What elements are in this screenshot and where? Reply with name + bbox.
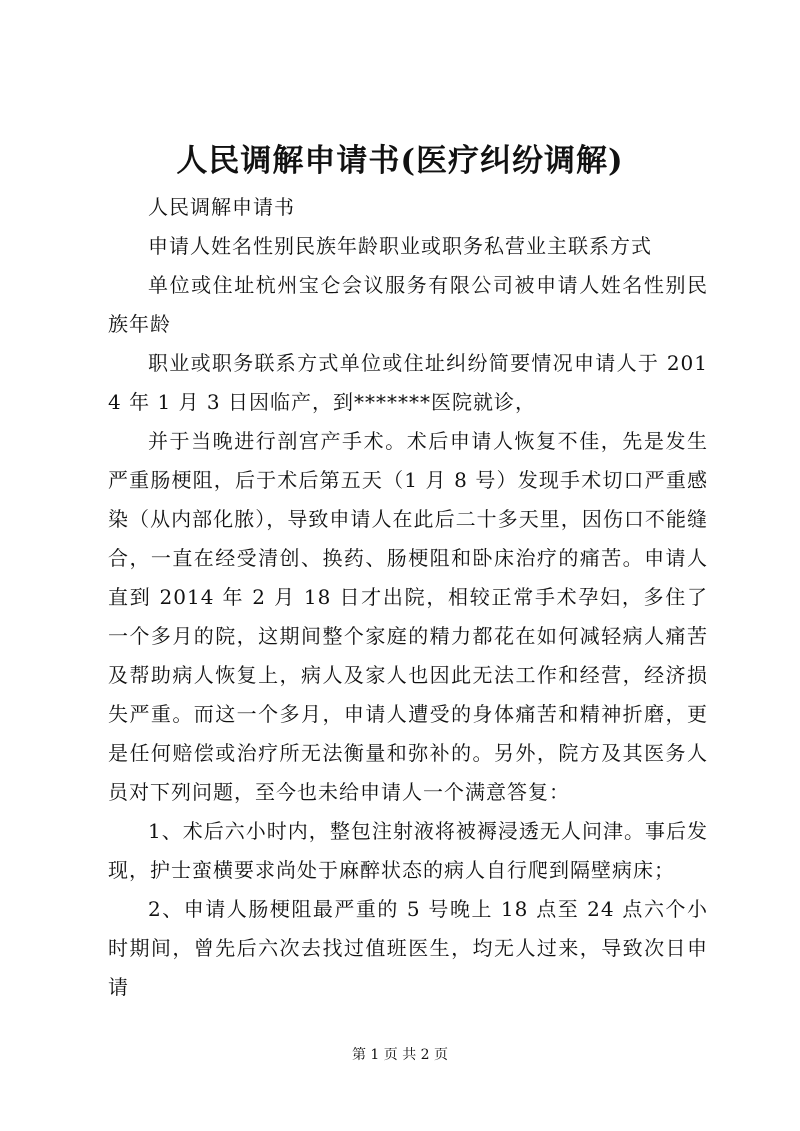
page-number-footer: 第 1 页 共 2 页: [351, 1047, 449, 1063]
paragraph-dispute-details: 并于当晚进行剖宫产手术。术后申请人恢复不佳，先是发生严重肠梗阻，后于术后第五天（1 月 8 号）发现手术切口严重感染（从内部化脓），导致申请人在此后二十多天里，因伤口不能缝合，一直在经受清创、换药、肠梗阻和卧床治疗的痛苦。申请人直到 2014 年 2 月 18 日才出院，相较正常手术孕妇，多住了一个多月的院，这期间整个家庭的精力都花在如何减轻病人痛苦及帮助病人恢复上，病人及家人也因此无法工作和经营，经济损失严重。而这一个多月，申请人遭受的身体痛苦和精神折磨，更是任何赔偿或治疗所无法衡量和弥补的。另外，院方及其医务人员对下列问题，至今也未给申请人一个满意答复：: [108, 429, 708, 804]
document-title: 人民调解申请书(医疗纠纷调解): [176, 143, 624, 179]
paragraph-issue-1: 1、术后六小时内，整包注射液将被褥浸透无人问津。事后发现，护士蛮横要求尚处于麻醉状态的病人自行爬到隔壁病床；: [108, 819, 708, 882]
paragraph-heading: 人民调解申请书: [148, 195, 295, 219]
paragraph-issue-2: 2、申请人肠梗阻最严重的 5 号晚上 18 点至 24 点六个小时期间，曾先后六次去找过值班医生，均无人过来，导致次日申请: [108, 897, 708, 999]
paragraph-dispute-summary: 职业或职务联系方式单位或住址纠纷简要情况申请人于 2014 年 1 月 3 日因临产，到*******医院就诊，: [108, 351, 708, 414]
document-body: [108, 188, 708, 1007]
paragraph-applicant-info: 申请人姓名性别民族年龄职业或职务私营业主联系方式: [148, 234, 652, 258]
paragraph-respondent-info: 单位或住址杭州宝仑会议服务有限公司被申请人姓名性别民族年龄: [108, 273, 708, 336]
